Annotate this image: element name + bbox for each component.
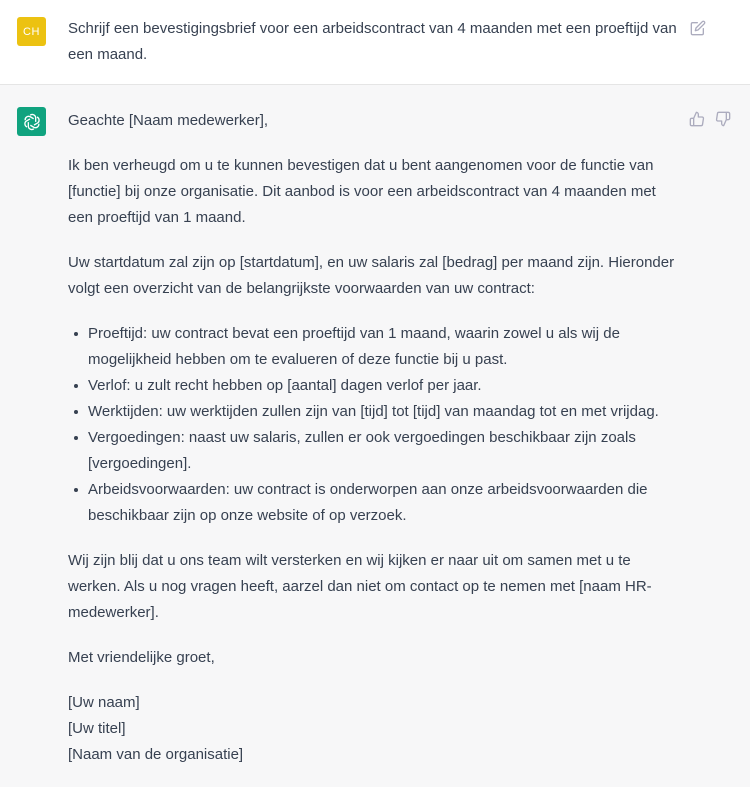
signature-line: [Naam van de organisatie] [68,746,244,763]
list-item: Proeftijd: uw contract bevat een proeftijd van 1 maand, waarin zowel u als wij de mogelijkheid hebben om te evalueren of deze functie bij u past. [88,321,680,373]
list-item: Arbeidsvoorwaarden: uw contract is onderworpen aan onze arbeidsvoorwaarden die beschikbaar zijn op onze website of op verzoek. [88,477,680,529]
list-item: Werktijden: uw werktijden zullen zijn van [tijd] tot [tijd] van maandag tot en met vrijdag. [88,399,680,425]
user-message-row [0,0,750,85]
letter-closing: Met vriendelijke groet, [68,649,215,666]
letter-paragraph: Uw startdatum zal zijn op [startdatum], en uw salaris zal [bedrag] per maand zijn. Hieronder volgt een overzicht van de belangrijkste voorwaarden van uw contract: [68,254,675,297]
openai-logo-icon [17,107,46,136]
assistant-response [68,108,680,768]
user-prompt-text: Schrijf een bevestigingsbrief voor een arbeidscontract van 4 maanden met een proeftijd van een maand. [68,20,677,63]
list-item: Verlof: u zult recht hebben op [aantal] dagen verlof per jaar. [88,373,680,399]
contract-terms-list [68,321,680,529]
signature-line: [Uw titel] [68,720,126,737]
edit-pencil-icon[interactable] [690,20,706,36]
letter-signature [68,690,680,768]
user-avatar: CH [17,17,46,46]
assistant-message-row [0,85,750,787]
signature-line: [Uw naam] [68,694,140,711]
thumbs-down-icon[interactable] [715,111,731,127]
letter-greeting: Geachte [Naam medewerker], [68,112,269,129]
letter-paragraph: Wij zijn blij dat u ons team wilt versterken en wij kijken er naar uit om samen met u te werken. Als u nog vragen heeft, aarzel dan niet om contact op te nemen met [naam HR-medewerker]. [68,552,652,621]
letter-paragraph: Ik ben verheugd om u te kunnen bevestigen dat u bent aangenomen voor de functie van [functie] bij onze organisatie. Dit aanbod is voor een arbeidscontract van 4 maanden met een proeftijd van 1 maand. [68,157,656,226]
thumbs-up-icon[interactable] [689,111,705,127]
list-item: Vergoedingen: naast uw salaris, zullen er ook vergoedingen beschikbaar zijn zoals [vergoedingen]. [88,425,680,477]
